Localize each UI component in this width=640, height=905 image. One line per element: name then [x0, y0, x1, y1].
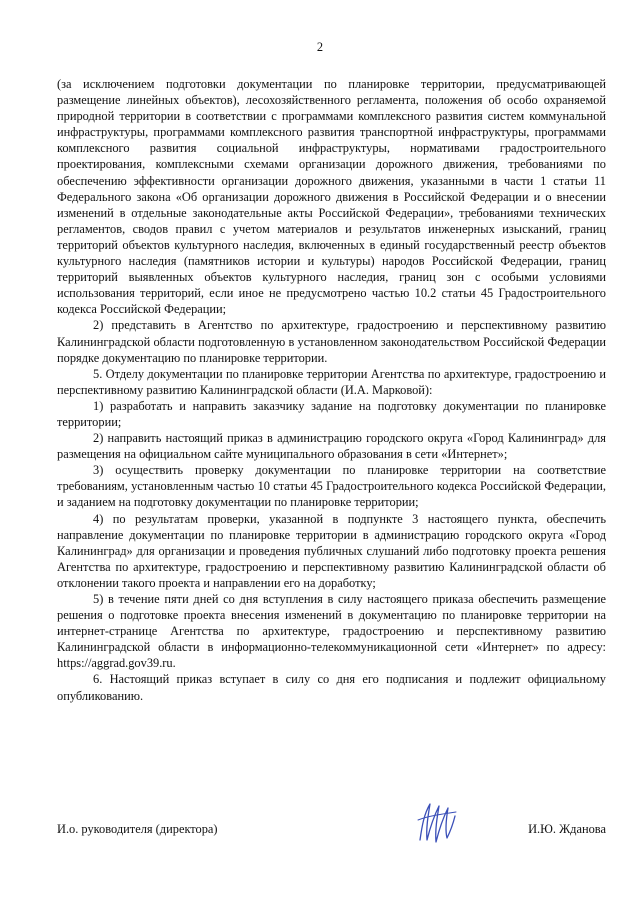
paragraph-section-5-item-5: 5) в течение пяти дней со дня вступления в силу настоящего приказа обеспечить размещение решения о подготовке проекта внесения изменений в документацию по планировке территории на интернет-странице Агентства по архитектуре, градостроению и перспективному развитию Калининградской области в информационно-телекоммуникационной сети «Интернет» по адресу: https://aggrad.gov39.ru.	[57, 592, 606, 671]
paragraph-item-2: 2) представить в Агентство по архитектуре, градостроению и перспективному развитию Калининградской области подготовленную в установленном законодательством Российской Федерации порядке документацию по планировке территории.	[57, 318, 606, 365]
signatory-name: И.Ю. Жданова	[528, 822, 606, 836]
signature-block	[57, 818, 606, 848]
signatory-position: И.о. руководителя (директора)	[57, 822, 218, 836]
document-body	[57, 76, 606, 704]
paragraph-section-5-item-3: 3) осуществить проверку документации по планировке территории на соответствие требованиям, установленным частью 10 статьи 45 Градостроительного кодекса Российской Федерации, и заданием на подготовку документации по планировке территории;	[57, 463, 606, 510]
paragraph-section-5-item-2: 2) направить настоящий приказ в администрацию городского округа «Город Калининград» для размещения на официальном сайте муниципального образования в сети «Интернет»;	[57, 431, 606, 462]
paragraph-section-5: 5. Отделу документации по планировке территории Агентства по архитектуре, градостроению и перспективному развитию Калининградской области (И.А. Марковой):	[57, 366, 606, 397]
paragraph-continuation: (за исключением подготовки документации по планировке территории, предусматривающей размещение линейных объектов), лесохозяйственного регламента, положения об особо охраняемой природной территории в соответствии с программами комплексного развития систем коммунальной инфраструктуры, программами комплексного развития транспортной инфраструктуры, программами комплексного развития социальной инфраструктуры, нормативами градостроительного проектирования, комплексными схемами организации дорожного движения, требованиями по обеспечению эффективности организации дорожного движения, указанными в части 1 статьи 11 Федерального закона «Об организации дорожного движения в Российской Федерации и о внесении изменений в отдельные законодательные акты Российской Федерации», требованиями технических регламентов, сводов правил с учетом материалов и результатов инженерных изысканий, границ территорий объектов культурного наследия, включенных в единый государственный реестр объектов культурного наследия (памятников истории и культуры) народов Российской Федерации, границ территорий выявленных объектов культурного наследия, границ зон с особыми условиями использования территорий, если иное не предусмотрено частью 10.2 статьи 45 Градостроительного кодекса Российской Федерации;	[57, 77, 606, 317]
handwritten-signature	[412, 796, 460, 848]
paragraph-section-6: 6. Настоящий приказ вступает в силу со дня его подписания и подлежит официальному опубликованию.	[57, 672, 606, 703]
paragraph-section-5-item-1: 1) разработать и направить заказчику задание на подготовку документации по планировке территории;	[57, 398, 606, 429]
page-number: 2	[316, 40, 324, 54]
paragraph-section-5-item-4: 4) по результатам проверки, указанной в подпункте 3 настоящего пункта, обеспечить направление документации по планировке территории в администрацию городского округа «Город Калининград» для организации и проведения публичных слушаний либо подготовку проекта решения Агентства по архитектуре, градостроению и перспективному развитию Калининградской области об отклонении такого проекта и направлении его на доработку;	[57, 511, 606, 590]
